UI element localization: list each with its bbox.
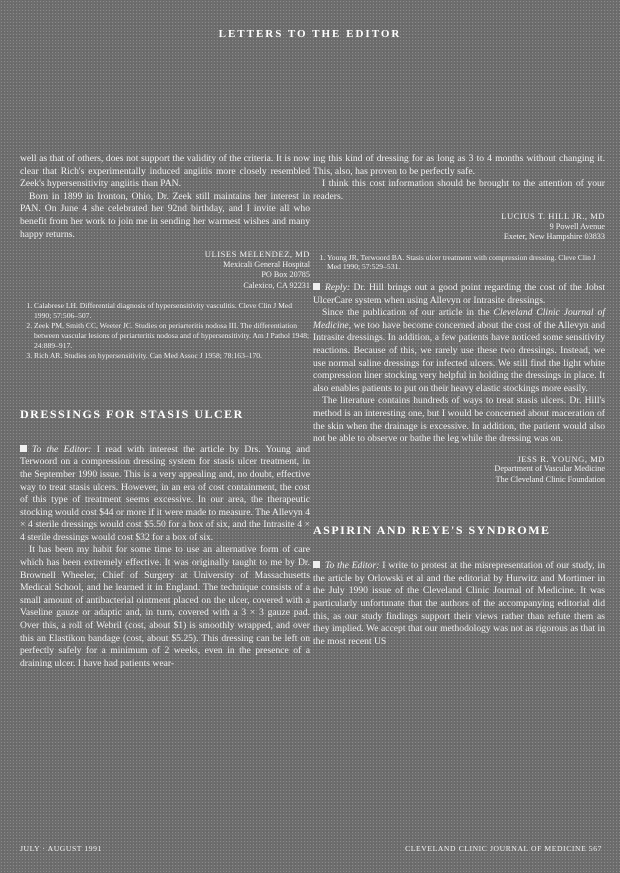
signature-block	[20, 249, 310, 291]
paragraph-text: I write to protest at the misrepresentation of our study, in the article by Orlowski et al and the editorial by Hurwitz and Mortimer in the July 1990 issue of the Cleveland Clinic Journal of Medicine. It was particularly unfortunate that the authors of the accompanying editorial did this, as our study findings support their views rather than refute them as they implied. We accept that our methodology was not as rigorous as that in the most recent US	[313, 560, 605, 647]
signature-name: LUCIUS T. HILL JR., MD	[501, 211, 605, 222]
signature-line: The Cleveland Clinic Foundation	[495, 474, 605, 484]
reference-item: 1. Calabrese LH. Differential diagnosis of hypersensitivity vasculitis. Cleve Clin J Med 1990; 57:506–507.	[34, 301, 310, 320]
letter-lead: To the Editor:	[32, 443, 92, 455]
reference-item: 3. Rich AR. Studies on hypersensitivity. Can Med Assoc J 1958; 78:163–170.	[34, 351, 310, 361]
references-list	[20, 301, 310, 361]
paragraph	[20, 444, 310, 545]
letter-lead: To the Editor:	[325, 560, 380, 572]
section-title: ASPIRIN AND REYE'S SYNDROME	[313, 523, 551, 538]
signature-line: Exeter, New Hampshire 03833	[503, 232, 605, 242]
paragraph: I think this cost information should be brought to the attention of your readers.	[313, 178, 605, 202]
paragraph: The literature contains hundreds of ways to treat stasis ulcers. Dr. Hill's method is an interesting one, but I would be concerned about maceration of the skin when the drainage is excessive. In addition, the patient would also not be able to observe or bathe the leg while the dressing was on.	[313, 395, 605, 445]
paragraph: Born in 1899 in Ironton, Ohio, Dr. Zeek still maintains her interest in PAN. On June 4 she celebrated her 92nd birthday, and I invite all who benefit from her work to join me in sending her warmest wishes and many happy returns.	[20, 190, 310, 240]
journal-title: Cleveland Clinic Journal of Medicine	[313, 307, 605, 331]
signature-line: Department of Vascular Medicine	[494, 464, 605, 474]
left-column	[20, 153, 310, 670]
signature-line: Mexicali General Hospital	[223, 259, 310, 269]
paragraph-text: Dr. Hill brings out a good point regarding the cost of the Jobst UlcerCare system when using Allevyn or Intrasite dressings.	[313, 282, 605, 306]
signature-block	[313, 211, 605, 243]
running-header: LETTERS TO THE EDITOR	[218, 28, 402, 40]
paragraph: ing this kind of dressing for as long as 3 to 4 months without changing it. This, also, has proven to be perfectly safe.	[313, 153, 605, 177]
square-bullet-icon	[20, 445, 27, 452]
paragraph	[313, 307, 605, 395]
paragraph-text: Since the publication of our article in the	[322, 307, 494, 319]
reference-item: 1. Young JR, Terwoord BA. Stasis ulcer treatment with compression dressing. Cleve Clin J Med 1990; 57:529–531.	[327, 253, 605, 272]
signature-name: JESS R. YOUNG, MD	[517, 453, 605, 464]
square-bullet-icon	[313, 283, 320, 290]
footer-journal-page: CLEVELAND CLINIC JOURNAL OF MEDICINE 567	[405, 844, 602, 853]
signature-line: Calexico, CA 92231	[243, 280, 310, 290]
signature-block	[313, 454, 605, 486]
paragraph: well as that of others, does not support the validity of the criteria. It is now clear that Rich's experimentally induced angiitis more closely resembled Zeek's hypersensitivity angiitis than PAN.	[20, 153, 310, 190]
paragraph	[313, 282, 605, 307]
footer-date: JULY · AUGUST 1991	[20, 844, 102, 853]
signature-name: ULISES MELENDEZ, MD	[204, 249, 310, 260]
section-title: DRESSINGS FOR STASIS ULCER	[20, 406, 244, 421]
square-bullet-icon	[313, 561, 320, 568]
signature-line: 9 Powell Avenue	[549, 221, 605, 231]
paragraph	[313, 560, 605, 648]
paragraph-text: , we too have become concerned about the cost of the Allevyn and Intrasite dressings. In addition, a few patients have noticed some sensitivity reactions. Because of this, we rarely use these two dressings. Instead, we use normal saline dressings for infected ulcers. We still find the light white compression liner stocking very helpful in holding the dressings in place. It also enables patients to put on their heavy elastic stockings more easily.	[313, 319, 605, 394]
reply-lead: Reply:	[325, 282, 351, 294]
reference-item: 2. Zeek PM, Smith CC, Weeter JC. Studies on periarteritis nodosa III. The differentiation between vascular lesions of periarteritis nodosa and of hypersensitivity. Am J Pathol 1948; 24:889–917.	[34, 321, 310, 350]
references-list	[313, 253, 605, 272]
paragraph-text: I read with interest the article by Drs. Young and Terwoord on a compression dressing system for stasis ulcer treatment, in the September 1990 issue. This is a very appealing and, no doubt, effective way to treat stasis ulcers. However, in an era of cost containment, the cost of this type of treatment seems excessive. In our area, the therapeutic stocking would cost $44 or more if it were made to measure. The Allevyn 4 × 4 sterile dressings would cost $5.50 for a box of six, and the Intrasite 4 × 4 sterile dressings would cost $32 for a box of six.	[20, 443, 310, 543]
right-column	[313, 153, 605, 648]
signature-line: PO Box 20785	[261, 270, 310, 280]
paragraph: It has been my habit for some time to use an alternative form of care which has been extremely effective. It was originally taught to me by Dr. Brownell Wheeler, Chief of Surgery at University of Massachusetts Medical School, and he learned it in England. The technique consists of a small amount of antibacterial ointment placed on the ulcer, covered with a Vaseline gauze or adaptic and, in turn, covered with a 3 × 3 gauze pad. Over this, a roll of Webril (cost, about $1) is smoothly wrapped, and over this an Elastikon bandage (cost, about $5.25). This dressing can be left on perfectly safely for a minimum of 2 weeks, even in the presence of a draining ulcer. I have had patients wear-	[20, 544, 310, 669]
